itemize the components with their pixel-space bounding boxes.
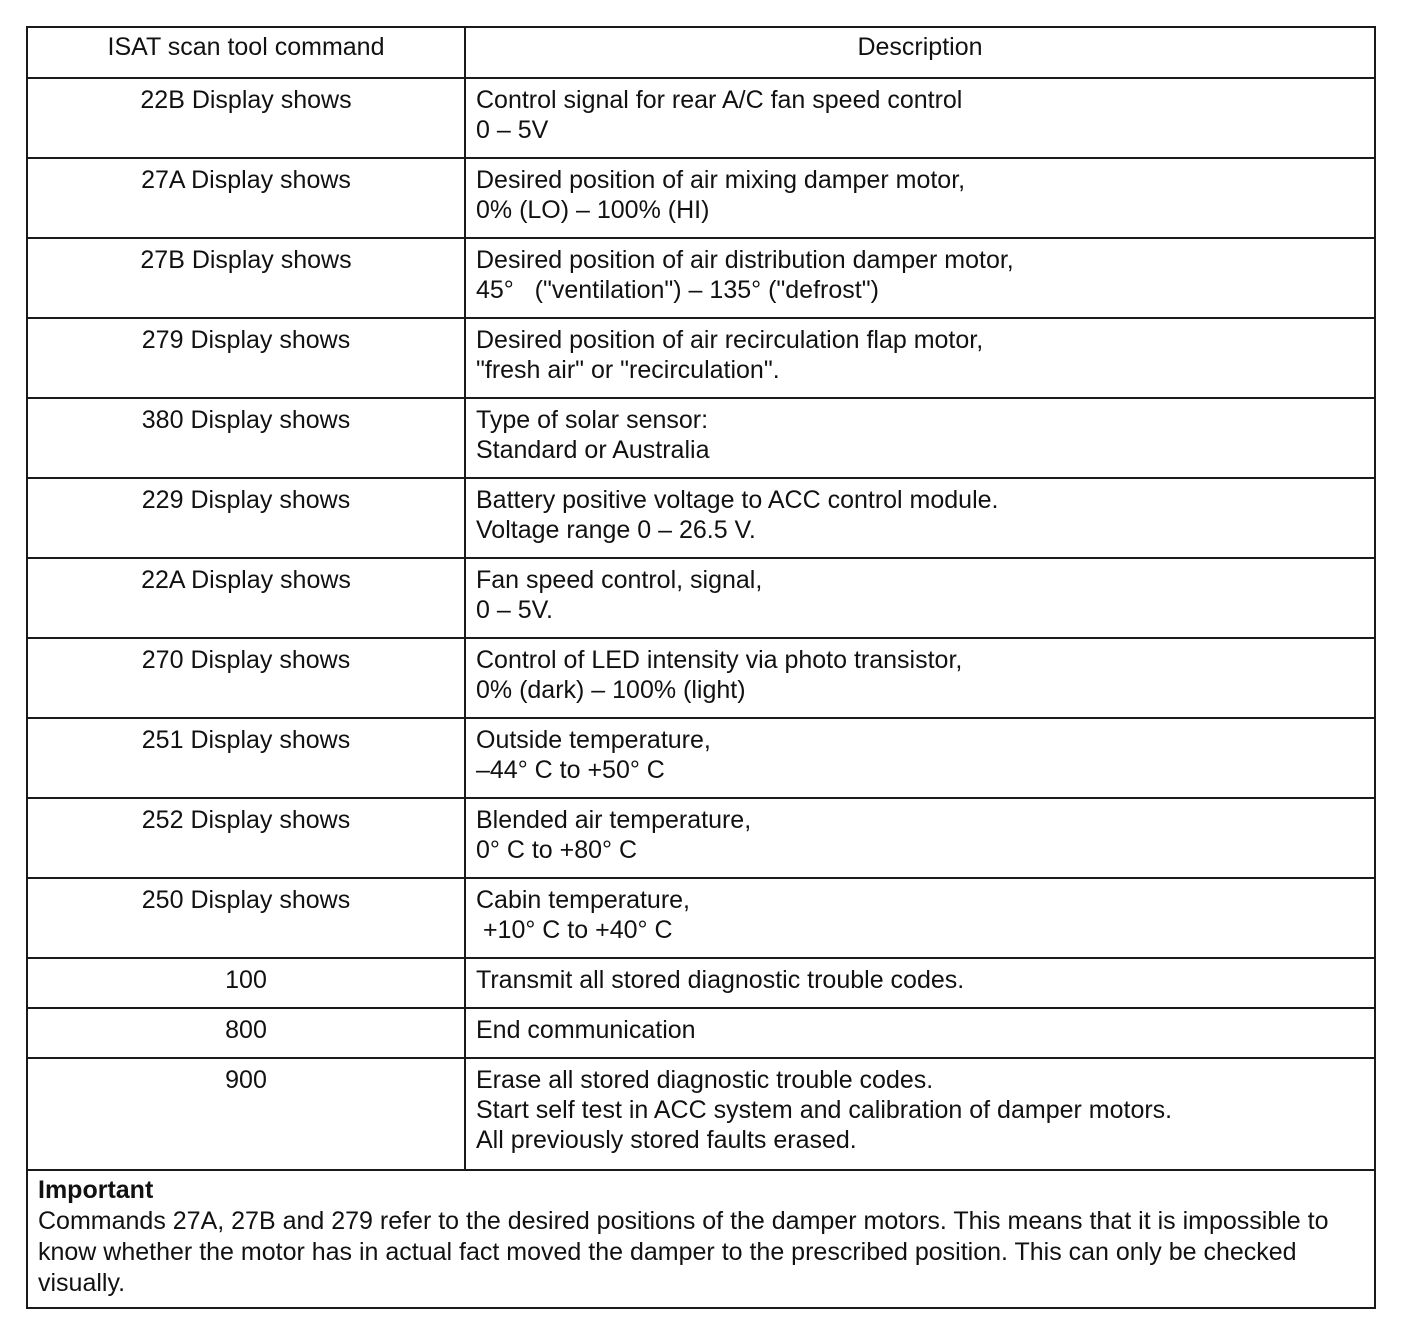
command-cell: 279 Display shows: [28, 318, 465, 398]
description-cell: [465, 238, 1374, 318]
command-cell: 251 Display shows: [28, 718, 465, 798]
command-cell: 27A Display shows: [28, 158, 465, 238]
command-cell: 229 Display shows: [28, 478, 465, 558]
table-row: [28, 78, 1374, 158]
note-title: Important: [38, 1176, 154, 1204]
table-row: [28, 558, 1374, 638]
description-line: Outside temperature,: [476, 726, 711, 754]
description-cell: [465, 318, 1374, 398]
description-line: "fresh air" or "recirculation".: [476, 356, 780, 384]
description-line: Standard or Australia: [476, 436, 710, 464]
description-cell: [465, 558, 1374, 638]
column-header-command: ISAT scan tool command: [28, 28, 465, 78]
table-row: [28, 718, 1374, 798]
table-row: [28, 1058, 1374, 1170]
description-line: Desired position of air recirculation flap motor,: [476, 326, 984, 354]
description-line: –44° C to +50° C: [476, 756, 665, 784]
description-line: 0 – 5V.: [476, 596, 553, 624]
description-line: 0 – 5V: [476, 116, 549, 144]
description-cell: [465, 158, 1374, 238]
command-cell: 250 Display shows: [28, 878, 465, 958]
table-row: [28, 158, 1374, 238]
command-cell: 270 Display shows: [28, 638, 465, 718]
description-line: Control of LED intensity via photo transistor,: [476, 646, 963, 674]
description-line: Transmit all stored diagnostic trouble codes.: [476, 966, 965, 994]
description-line: End communication: [476, 1016, 696, 1044]
description-line: Blended air temperature,: [476, 806, 752, 834]
description-line: Voltage range 0 – 26.5 V.: [476, 516, 756, 544]
description-line: 0% (LO) – 100% (HI): [476, 196, 710, 224]
description-cell: [465, 638, 1374, 718]
command-cell: 800: [28, 1008, 465, 1058]
description-line: Battery positive voltage to ACC control module.: [476, 486, 999, 514]
description-cell: [465, 478, 1374, 558]
table-row: [28, 878, 1374, 958]
command-cell: 22B Display shows: [28, 78, 465, 158]
description-cell: [465, 398, 1374, 478]
important-note: [28, 1171, 1374, 1307]
table-row: [28, 638, 1374, 718]
table-row: [28, 1008, 1374, 1058]
description-cell: [465, 878, 1374, 958]
description-line: 45° ("ventilation") – 135° ("defrost"): [476, 276, 879, 304]
description-line: +10° C to +40° C: [476, 916, 673, 944]
description-cell: [465, 718, 1374, 798]
description-line: Type of solar sensor:: [476, 406, 709, 434]
command-cell: 22A Display shows: [28, 558, 465, 638]
table-header-row: [28, 28, 1374, 78]
table-row: [28, 798, 1374, 878]
command-cell: 27B Display shows: [28, 238, 465, 318]
table-row: [28, 318, 1374, 398]
description-line: 0% (dark) – 100% (light): [476, 676, 746, 704]
description-line: Erase all stored diagnostic trouble codes.: [476, 1066, 934, 1094]
description-line: Start self test in ACC system and calibration of damper motors.: [476, 1096, 1173, 1124]
description-line: Desired position of air distribution damper motor,: [476, 246, 1014, 274]
description-line: Fan speed control, signal,: [476, 566, 763, 594]
description-line: Cabin temperature,: [476, 886, 691, 914]
note-text: Commands 27A, 27B and 279 refer to the desired positions of the damper motors. This means that it is impossible to know whether the motor has in actual fact moved the damper to the prescribed position. This can only be checked visually.: [38, 1207, 1329, 1297]
description-line: All previously stored faults erased.: [476, 1126, 857, 1154]
table-row: [28, 238, 1374, 318]
table-row: [28, 398, 1374, 478]
command-cell: 380 Display shows: [28, 398, 465, 478]
description-line: Desired position of air mixing damper motor,: [476, 166, 966, 194]
command-cell: 100: [28, 958, 465, 1008]
description-cell: [465, 798, 1374, 878]
description-line: 0° C to +80° C: [476, 836, 638, 864]
command-table-frame: [26, 26, 1376, 1309]
description-cell: [465, 958, 1374, 1008]
column-header-description: Description: [465, 28, 1374, 78]
description-line: Control signal for rear A/C fan speed control: [476, 86, 963, 114]
table-row: [28, 958, 1374, 1008]
description-cell: [465, 1008, 1374, 1058]
description-cell: [465, 1058, 1374, 1170]
description-cell: [465, 78, 1374, 158]
command-cell: 900: [28, 1058, 465, 1170]
command-table: [28, 28, 1374, 1171]
table-row: [28, 478, 1374, 558]
command-cell: 252 Display shows: [28, 798, 465, 878]
table-body: [28, 78, 1374, 1170]
